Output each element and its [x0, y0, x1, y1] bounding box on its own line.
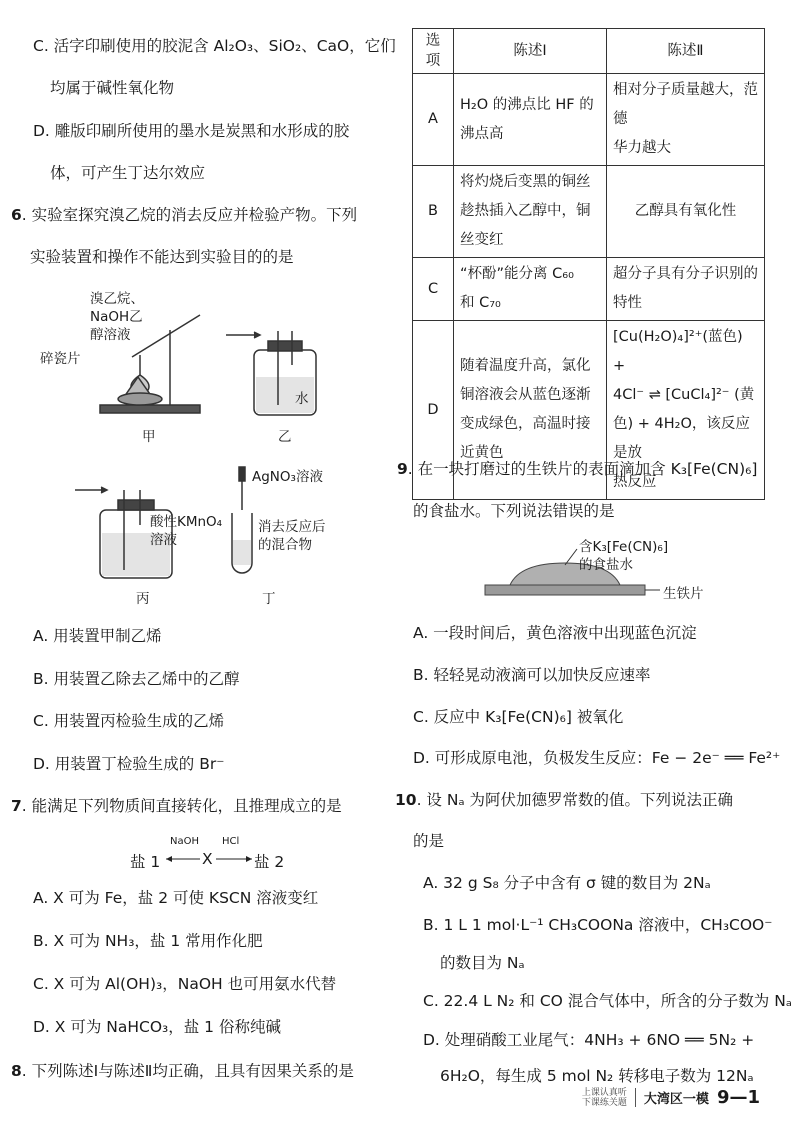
cell-line: 超分子具有分子识别的: [613, 266, 758, 282]
caption-ding: 丁: [262, 591, 276, 607]
table-header: 选项: [413, 29, 454, 74]
q7-option-a: A. X 可为 Fe，盐 2 可使 KSCN 溶液变红: [33, 889, 319, 907]
table-statement-1: [454, 166, 607, 258]
cell-line: 铜溶液会从蓝色逐渐: [460, 387, 591, 403]
label-drop-solution-2: 的食盐水: [579, 557, 633, 573]
q7-formula: [130, 836, 290, 876]
q7-x: X: [202, 850, 213, 868]
q7-salt1: 盐 1: [130, 853, 161, 871]
q6-figure: [40, 285, 360, 605]
q9-figure: [475, 535, 735, 610]
label-water: 水: [295, 391, 309, 407]
q5-option-c-line2: 均属于碱性氧化物: [50, 79, 175, 97]
q10-option-d-line2: 6H₂O，每生成 5 mol N₂ 转移电子数为 12Nₐ: [440, 1067, 754, 1085]
q7-arrows: [130, 836, 290, 876]
cell-line: 丝变红: [460, 232, 504, 248]
cell-line: 变成绿色，高温时接: [460, 416, 591, 432]
q9-stem-line2: 的食盐水。下列说法错误的是: [413, 502, 615, 520]
caption-yi: 乙: [278, 429, 292, 445]
table-header: 陈述Ⅰ: [454, 29, 607, 74]
footer-badge: [582, 1088, 627, 1108]
label-bromoethane: 溴乙烷、: [90, 291, 144, 307]
label-mixture-2: 的混合物: [258, 537, 312, 553]
q5-option-c-line1: C. 活字印刷使用的胶泥含 Al₂O₃、SiO₂、CaO，它们: [33, 37, 396, 55]
table-statement-2: [607, 258, 765, 321]
cell-line: 乙醇具有氧化性: [634, 203, 737, 219]
q10-number: 10: [395, 791, 417, 809]
apparatus-ding: [232, 467, 252, 573]
q7-salt2: 盐 2: [254, 853, 285, 871]
table-row: [413, 74, 765, 166]
table-statement-1: [454, 258, 607, 321]
page-footer: [582, 1087, 760, 1108]
table-statement-2: [607, 166, 765, 258]
table-statement-1: [454, 74, 607, 166]
q6-stem-line2: 实验装置和操作不能达到实验目的的是: [30, 248, 294, 266]
q9-option-c: C. 反应中 K₃[Fe(CN)₆] 被氧化: [413, 708, 624, 726]
cell-line: 色) + 4H₂O，该反应是放: [613, 416, 750, 461]
table-option: C: [413, 258, 454, 321]
label-kmno4: 酸性KMnO₄: [150, 514, 223, 530]
q10-option-c: C. 22.4 L N₂ 和 CO 混合气体中，所含的分子数为 Nₐ: [423, 992, 792, 1010]
q5-option-d-line1: D. 雕版印刷所使用的墨水是炭黑和水形成的胶: [33, 122, 350, 140]
q6-stem-text: . 实验室探究溴乙烷的消去反应并检验产物。下列: [21, 206, 358, 224]
q7-option-c: C. X 可为 Al(OH)₃，NaOH 也可用氨水代替: [33, 975, 337, 993]
q7-stem: [11, 796, 342, 816]
cell-line: 随着温度升高，氯化: [460, 358, 591, 374]
q7-stem-text: . 能满足下列物质间直接转化，且推理成立的是: [21, 797, 342, 815]
q7-naoh: NaOH: [170, 836, 199, 847]
q9-option-b: B. 轻轻晃动液滴可以加快反应速率: [413, 666, 651, 684]
footer-badge-line1: 上课认真听: [581, 1087, 627, 1098]
caption-bing: 丙: [136, 591, 150, 607]
table-statement-2: [607, 74, 765, 166]
table-option: A: [413, 74, 454, 166]
caption-jia: 甲: [142, 429, 156, 445]
cell-line: 特性: [613, 295, 642, 311]
cell-line: 相对分子质量越大，范德: [613, 82, 758, 127]
label-ethanol-solution: 醇溶液: [90, 327, 131, 343]
q8-number: 8: [11, 1062, 22, 1080]
q6-option-c: C. 用装置丙检验生成的乙烯: [33, 712, 225, 730]
cell-line: [Cu(H₂O)₄]²⁺(蓝色) +: [613, 329, 743, 374]
q7-option-d: D. X 可为 NaHCO₃，盐 1 俗称纯碱: [33, 1018, 281, 1036]
label-drop-solution-1: 含K₃[Fe(CN)₆]: [579, 539, 669, 555]
page-number: 9—1: [716, 1087, 760, 1108]
table-option: B: [413, 166, 454, 258]
q6-option-d: D. 用装置丁检验生成的 Br⁻: [33, 755, 225, 773]
q7-number: 7: [11, 797, 22, 815]
label-naoh-ethanol: NaOH乙: [90, 309, 143, 325]
q9-option-d: D. 可形成原电池，负极发生反应：Fe − 2e⁻ ══ Fe²⁺: [413, 749, 781, 767]
q10-option-d-line1: D. 处理硝酸工业尾气：4NH₃ + 6NO ══ 5N₂ +: [423, 1031, 755, 1049]
q8-stem-text: . 下列陈述Ⅰ与陈述Ⅱ均正确，且具有因果关系的是: [21, 1062, 354, 1080]
cell-line: 趁热插入乙醇中，铜: [460, 203, 591, 219]
table-option: D: [413, 321, 454, 500]
q8-statement-table: [412, 28, 765, 500]
q10-option-a: A. 32 g S₈ 分子中含有 σ 键的数目为 2Nₐ: [423, 874, 711, 892]
q7-option-b: B. X 可为 NH₃，盐 1 常用作化肥: [33, 932, 263, 950]
q6-number: 6: [11, 206, 22, 224]
label-kmno4-solution: 溶液: [150, 532, 177, 548]
q9-option-a: A. 一段时间后，黄色溶液中出现蓝色沉淀: [413, 624, 697, 642]
cell-line: 和 C₇₀: [460, 295, 501, 311]
q5-option-d-line2: 体，可产生丁达尔效应: [50, 164, 206, 182]
footer-badge-line2: 下课练关题: [581, 1097, 627, 1108]
q10-stem-text: . 设 Nₐ 为阿伏加德罗常数的值。下列说法正确: [416, 791, 733, 809]
label-mixture-1: 消去反应后: [258, 519, 326, 535]
cell-line: 华力越大: [613, 140, 671, 156]
q6-stem-line1: [11, 205, 357, 225]
label-broken-porcelain: 碎瓷片: [40, 351, 81, 367]
cell-line: 近黄色: [460, 445, 504, 461]
q6-option-b: B. 用装置乙除去乙烯中的乙醇: [33, 670, 240, 688]
q9-stem-line1: [397, 459, 757, 479]
q10-option-b-line1: B. 1 L 1 mol·L⁻¹ CH₃COONa 溶液中，CH₃COO⁻: [423, 916, 773, 934]
footer-exam-name: 大湾区一模: [635, 1088, 709, 1107]
q9-number: 9: [397, 460, 408, 478]
cell-line: “杯酚”能分离 C₆₀: [460, 266, 574, 282]
q7-hcl: HCl: [222, 836, 240, 847]
q8-stem: [11, 1061, 354, 1081]
label-agno3: AgNO₃溶液: [252, 469, 323, 485]
table-row: [413, 166, 765, 258]
label-cast-iron: 生铁片: [663, 586, 704, 602]
cell-line: 4Cl⁻ ⇌ [CuCl₄]²⁻ (黄: [613, 387, 755, 403]
table-row: [413, 258, 765, 321]
table-header: 陈述Ⅱ: [607, 29, 765, 74]
cell-line: 沸点高: [460, 125, 504, 142]
cell-line: H₂O 的沸点比 HF 的: [460, 96, 594, 113]
table-header-row: [413, 29, 765, 74]
q10-option-b-line2: 的数目为 Nₐ: [440, 954, 525, 972]
q6-option-a: A. 用装置甲制乙烯: [33, 627, 162, 645]
q9-stem-text: . 在一块打磨过的生铁片的表面滴加含 K₃[Fe(CN)₆]: [407, 460, 758, 478]
cell-line: 热反应: [613, 474, 657, 490]
q6-apparatus-drawing: [40, 285, 360, 605]
cell-line: 将灼烧后变黑的铜丝: [460, 174, 591, 190]
q10-stem-line2: 的是: [413, 832, 445, 850]
q10-stem-line1: [395, 790, 733, 810]
